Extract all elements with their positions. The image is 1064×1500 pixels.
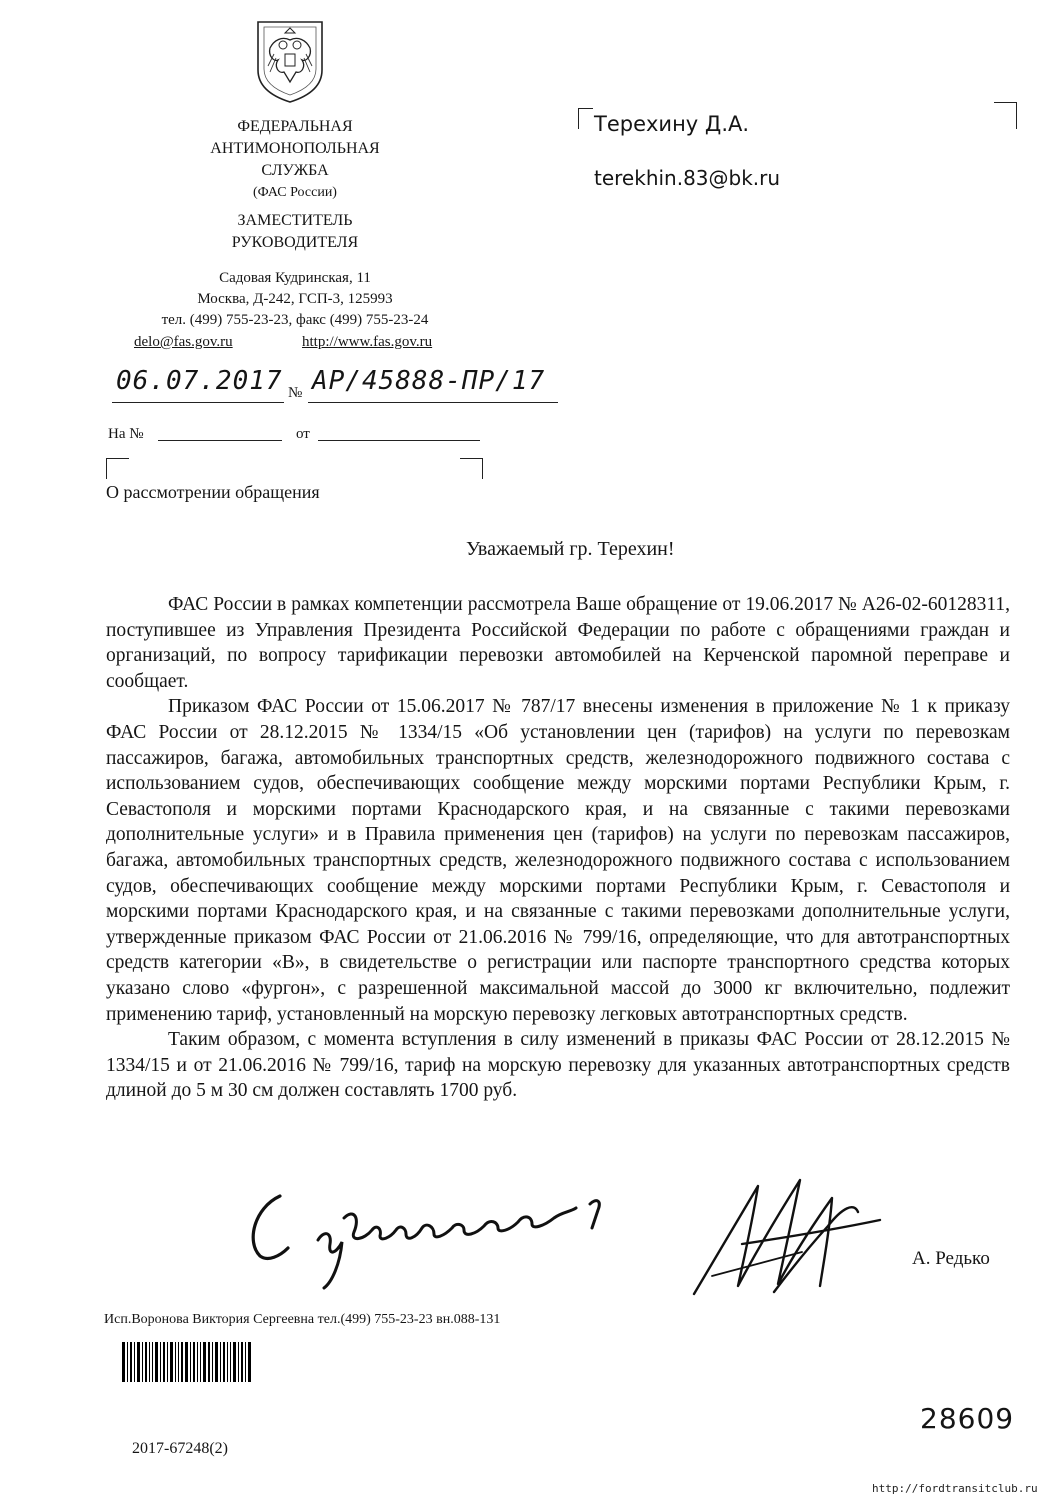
body-paragraph-3: Таким образом, с момента вступления в силу изменений в приказы ФАС России от 28.12.2015 № 1334/15 и от 21.06.2016 № 799/16, тариф на морскую перевозку для указанных автотранспортных средств длиной до 5 м 30 см должен составлять 1700 руб. xyxy=(106,1029,1010,1102)
org-abbreviation: (ФАС России) xyxy=(253,185,337,200)
signatory-name: А. Редько xyxy=(912,1248,990,1269)
salutation: Уважаемый гр. Терехин! xyxy=(466,538,675,560)
reference-from-label: от xyxy=(296,426,310,442)
org-name-line-3: СЛУЖБА xyxy=(261,162,329,179)
registration-number: АР/45888-ПР/17 xyxy=(312,366,546,396)
watermark-url: http://fordtransitclub.ru xyxy=(872,1482,1038,1495)
coat-of-arms-emblem xyxy=(252,18,328,104)
registration-number-sign: № xyxy=(288,385,303,401)
recipient-name: Терехину Д.А. xyxy=(594,112,750,136)
registration-date-underline xyxy=(112,402,284,403)
letter-body xyxy=(106,592,1010,1104)
position-line-2: РУКОВОДИТЕЛЯ xyxy=(231,234,359,251)
recipient-corner-left xyxy=(578,108,593,129)
reference-number-label: На № xyxy=(108,426,144,442)
subject-line: О рассмотрении обращения xyxy=(106,482,320,502)
recipient-email: terekhin.83@bk.ru xyxy=(594,166,781,190)
registration-date: 06.07.2017 xyxy=(116,366,283,396)
email-link-text[interactable]: delo@fas.gov.ru xyxy=(134,334,233,350)
subject-corner-left xyxy=(106,458,129,479)
body-paragraph-2: Приказом ФАС России от 15.06.2017 № 787/17 внесены изменения в приложение № 1 к приказу ФАС России от 28.12.2015 № 1334/15 «Об установлении цен (тарифов) на услуги по перевозкам пассажиров, багажа, автомобильных транспортных средств, железнодорожного подвижного состава с использованием судов, обеспечивающих сообщение между морскими портами Республики Крым, г. Севастополя и морскими портами Краснодарского края, и на связанные с такими перевозками дополнительные услуги» и в Правила применения цен (тарифов) на услуги по перевозкам пассажиров, багажа, автомобильных транспортных средств, железнодорожного подвижного состава с использованием судов, обеспечивающих сообщение между морскими портами Республики Крым, г. Севастополя и морскими портами Краснодарского края, и на связанные с такими перевозками дополнительные услуги, утвержденные приказом ФАС России от 21.06.2016 № 799/16, определяющие, что для автотранспортных средств категории «В», в свидетельстве о регистрации или паспорте транспортного средства которых указано слово «фургон», с разрешенной максимальной массой до 3000 кг включительно, подлежит применению тариф, установленный на морскую перевозку легковых автотранспортных средств. xyxy=(106,696,1010,1025)
phone-fax: тел. (499) 755-23-23, факс (499) 755-23-24 xyxy=(161,312,429,328)
barcode xyxy=(122,1342,252,1382)
executor-line: Исп.Воронова Виктория Сергеевна тел.(499) 755-23-23 вн.088-131 xyxy=(104,1312,501,1327)
closing-handwritten xyxy=(240,1178,630,1290)
address-street: Садовая Кудринская, 11 xyxy=(219,270,371,286)
org-name-line-1: ФЕДЕРАЛЬНАЯ xyxy=(237,118,353,135)
website-link-text[interactable]: http://www.fas.gov.ru xyxy=(302,334,433,350)
org-name-block xyxy=(180,116,410,204)
signature xyxy=(682,1168,892,1308)
address-city: Москва, Д-242, ГСП-3, 125993 xyxy=(197,291,393,307)
position-line-1: ЗАМЕСТИТЕЛЬ xyxy=(237,212,353,229)
registration-number-underline xyxy=(308,402,558,403)
reference-number-line xyxy=(158,440,282,441)
reference-date-line xyxy=(318,440,480,441)
org-name-line-2: АНТИМОНОПОЛЬНАЯ xyxy=(210,140,380,157)
document-code: 2017-67248(2) xyxy=(132,1440,228,1457)
email-link[interactable] xyxy=(134,332,233,353)
address-block xyxy=(120,268,470,331)
incoming-stamp-number: 28609 xyxy=(920,1402,1015,1435)
subject-corner-right xyxy=(460,458,483,479)
body-paragraph-1: ФАС России в рамках компетенции рассмотрела Ваше обращение от 19.06.2017 № А26-02-60128311, поступившее из Управления Президента Российской Федерации по работе с обращениями граждан и организаций, по вопросу тарификации перевозки автомобилей на Керченской паромной переправе и сообщает. xyxy=(106,594,1010,692)
website-link[interactable] xyxy=(302,332,432,353)
position-block xyxy=(180,210,410,254)
recipient-corner-right xyxy=(994,102,1017,129)
